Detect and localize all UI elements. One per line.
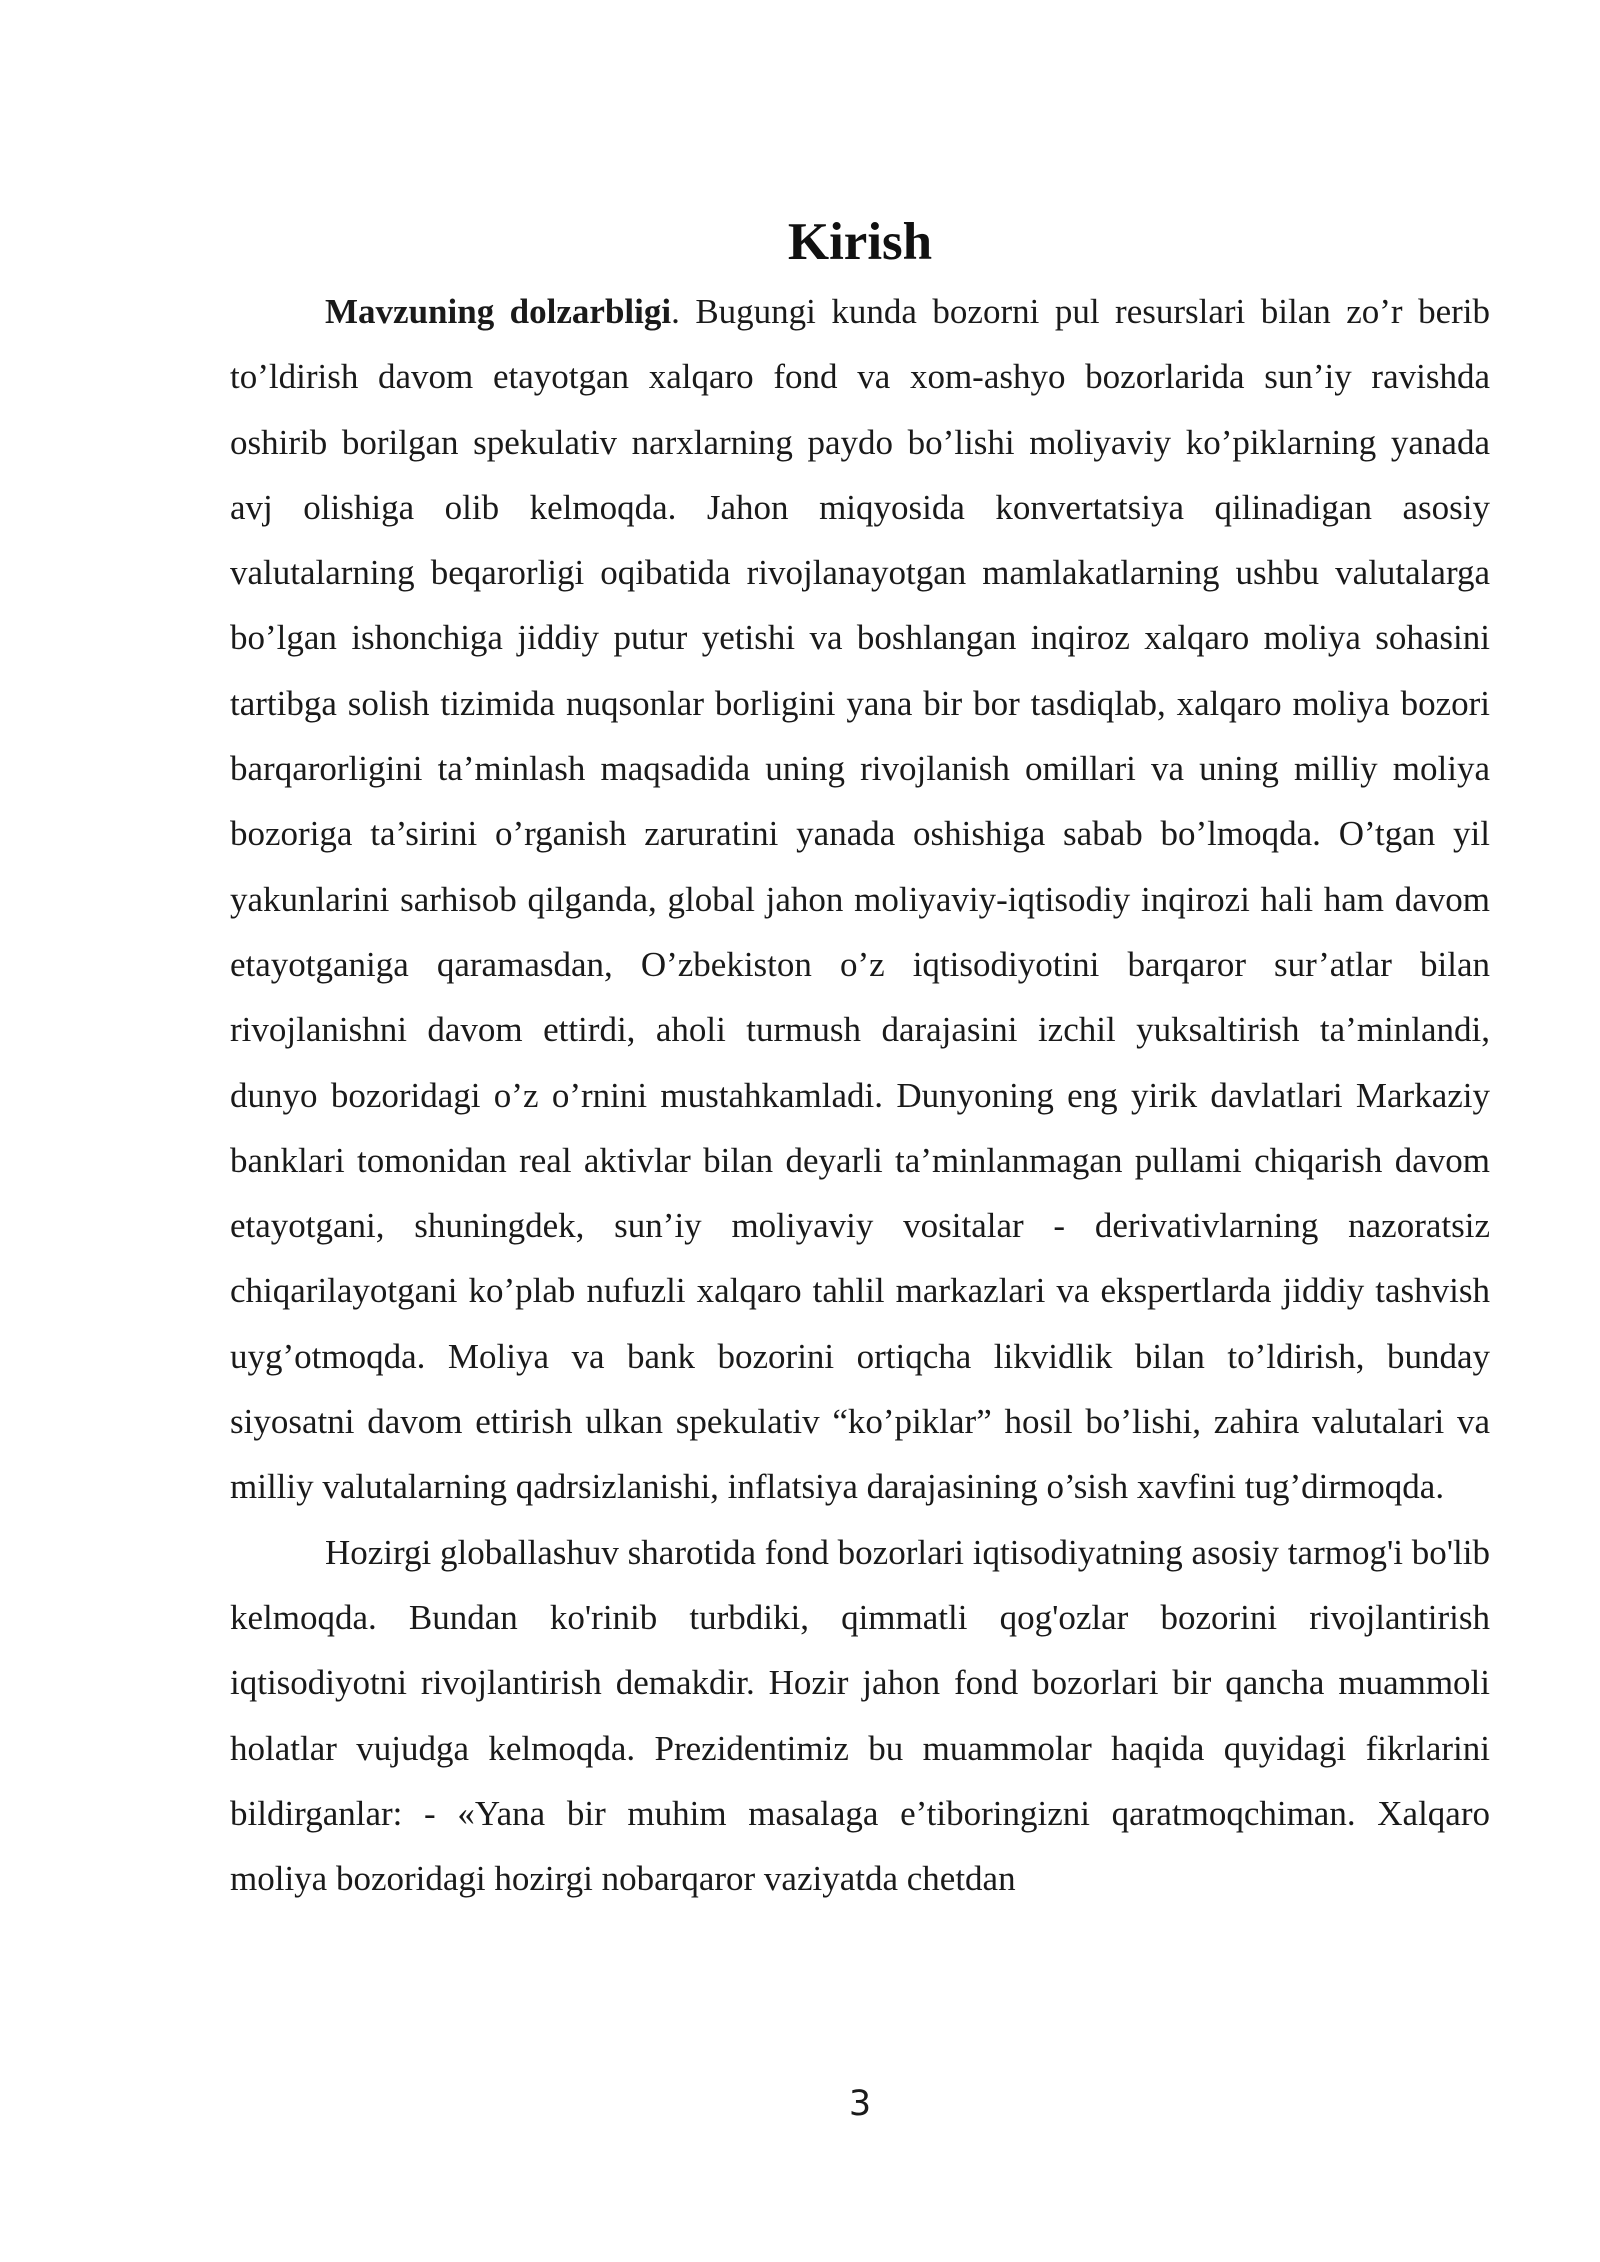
paragraph-1-continuation-2: Dunyoning eng yirik davlatlari Markaziy banklari tomonidan real aktivlar bilan deyarli ta’minlanmagan pullami chiqarish davom etayotgani, shuningdek, sun’iy moliyaviy vositalar - derivativlarning nazoratsiz chiqarilayotgani ko’plab nufuzli xalqaro tahlil markazlari va ekspertlarda jiddiy tashvish uyg’otmoqda. Moliya va bank bozorini ortiqcha likvidlik bilan to’ldirish, bunday siyosatni davom ettirish ulkan spekulativ “ko’piklar” hosil bo’lishi, zahira valutalari va milliy valutalarning qadrsizlanishi, inflatsiya darajasining o’sish xavfini tug’dirmoqda. (230, 1075, 1491, 1507)
paragraph-2: Hozirgi globallashuv sharotida fond bozorlari iqtisodiyatning asosiy tarmog'i bo'lib kelmoqda. Bundan ko'rinib turbdiki, qimmatli qog'ozlar bozorini rivojlantirish iqtisodiyotni rivojlantirish demakdir. Hozir jahon fond bozorlari bir qancha muammoli holatlar vujudga kelmoqda. Prezidentimiz bu muammolar haqida quyidagi fikrlarini bildirganlar: - «Yana bir muhim masalaga e’tiboringizni qaratmoqchiman. Xalqaro moliya bozoridagi hozirgi nobarqaror vaziyatda chetdan (230, 1532, 1490, 1899)
body-text (230, 279, 1490, 1911)
paragraph-1 (230, 279, 1490, 1520)
paragraph-1-text: Bugungi kunda bozorni pul resurslari bilan zo’r berib to’ldirish davom etayotgan xalqaro fond va xom-ashyo bozorlarida sun’iy ravishda oshirib borilgan spekulativ narxlarning paydo bo’lishi moliyaviy ko’piklarning yanada avj olishiga olib kelmoqda. Jahon miqyosida konvertatsiya qilinadigan asosiy valutalarning beqarorligi oqibatida rivojlanayotgan mamlakatlarning ushbu valutalarga bo’lgan ishonchiga jiddiy putur yetishi va boshlangan inqiroz xalqaro moliya sohasini tartibga solish tizimida nuqsonlar borligini yana bir bor tasdiqlab, xalqaro moliya bozori barqarorligini ta’minlash maqsadida uning rivojlanish omillari va uning milliy moliya bozoriga ta’sirini o’rganish zaruratini yanada oshishiga sabab bo’lmoqda. (230, 292, 1490, 854)
paragraph-lead-punct: . (671, 292, 680, 331)
page-title: Kirish (787, 213, 933, 271)
page-number: 3 (848, 2084, 872, 2124)
paragraph-lead: Mavzuning dolzarbligi (325, 292, 672, 331)
paragraph-1-continuation: O’tgan yil yakunlarini sarhisob qilganda, global jahon moliyaviy-iqtisodiy inqirozi hali ham davom etayotganiga qaramasdan, O’zbekiston o’z iqtisodiyotini barqaror sur’atlar bilan rivojlanishni davom ettirdi, aholi turmush darajasini izchil yuksaltirish ta’minlandi, dunyo bozoridagi o’z o’rnini mustahkamladi. (230, 814, 1491, 1115)
